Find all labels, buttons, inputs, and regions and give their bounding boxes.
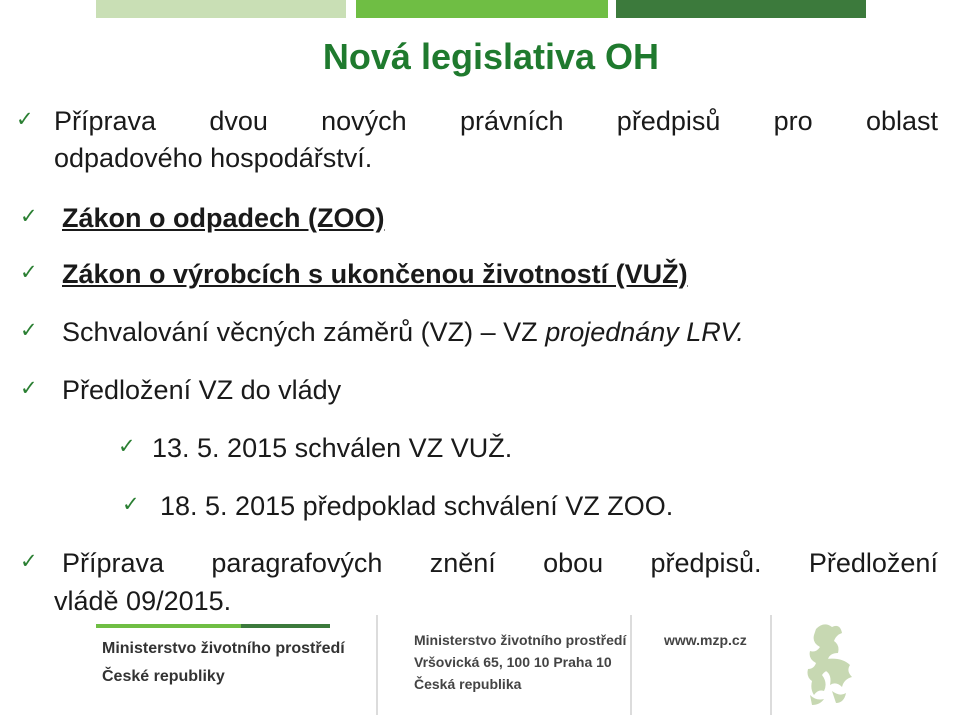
website-link[interactable]: www.mzp.cz [664,632,747,648]
item-4-italic-text: projednány LRV. [545,317,744,347]
word: předpisů. [650,548,762,578]
checkmark-icon: ✓ [20,318,38,342]
slide-title: Nová legislativa OH [322,36,660,77]
bullet-item-3 [62,258,688,290]
ministry-name-line-1: Ministerstvo životního prostředí [102,640,345,657]
top-accent-bar-mid [356,0,608,18]
checkmark-icon: ✓ [122,492,140,516]
ministry-address [414,631,626,693]
bullet-item-1-line-2: odpadového hospodářství. [54,143,373,173]
footer [0,615,960,720]
bullet-item-5: Předložení VZ do vlády [62,375,342,405]
czech-lion-icon [796,619,866,709]
bullet-item-8-line-1 [62,547,938,579]
address-line-3: Česká republika [414,676,522,692]
bullet-item-8-line-2: vládě 09/2015. [54,586,232,616]
word: Příprava [54,106,157,136]
word: dvou [209,106,268,136]
checkmark-icon: ✓ [20,204,38,228]
word: oblast [865,106,938,136]
bullet-item-1-line-1 [54,105,938,137]
word: předpisů [616,106,721,136]
word: právních [459,106,564,136]
ministry-name [102,639,345,687]
word: obou [543,548,604,578]
address-line-2: Vršovická 65, 100 10 Praha 10 [414,654,612,670]
footer-divider [770,615,772,715]
item-2-text: Zákon o odpadech (ZOO) [62,203,385,233]
address-line-1: Ministerstvo životního prostředí [414,632,627,648]
word: znění [429,548,496,578]
footer-accent-bar-mid [96,624,241,628]
bullet-item-4 [62,316,744,348]
word: Příprava [62,548,165,578]
ministry-name-line-2: České republiky [102,668,225,685]
bullet-item-2 [62,202,385,234]
checkmark-icon: ✓ [16,107,34,131]
checkmark-icon: ✓ [20,260,38,284]
word: nových [321,106,407,136]
checkmark-icon: ✓ [118,434,136,458]
checkmark-icon: ✓ [20,549,38,573]
sub-item-1: 13. 5. 2015 schválen VZ VUŽ. [152,433,513,463]
item-3-text: Zákon o výrobcích s ukončenou životností (VUŽ) [62,259,688,289]
checkmark-icon: ✓ [20,376,38,400]
word: paragrafových [211,548,383,578]
footer-divider [630,615,632,715]
top-accent-bar-light [96,0,346,18]
item-4-text: Schvalování věcných záměrů (VZ) – VZ [62,317,546,347]
word: Předložení [808,548,938,578]
sub-item-2: 18. 5. 2015 předpoklad schválení VZ ZOO. [160,491,674,521]
footer-divider [376,615,378,715]
footer-accent-bar-dark [241,624,330,628]
top-accent-bar-dark [616,0,866,18]
word: pro [773,106,813,136]
